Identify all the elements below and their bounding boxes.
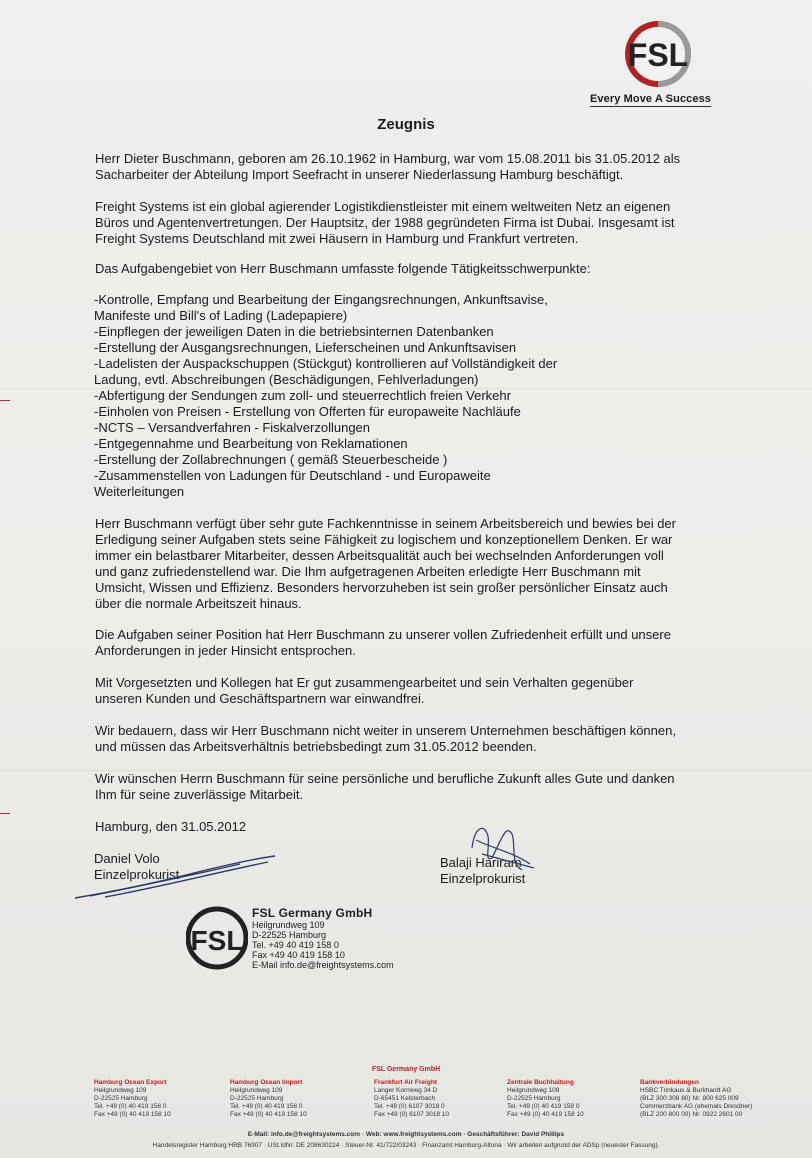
signatory-role: Einzelprokurist	[440, 871, 526, 886]
tasks-intro-text: Das Aufgabengebiet von Herr Buschmann umfasste folgende Tätigkeitsschwerpunkte:	[95, 261, 591, 276]
stamp-line: D-22525 Hamburg	[252, 930, 327, 940]
footer-line: Fax +49 (0) 40 419 158 10	[94, 1111, 171, 1118]
signatory-role: Einzelprokurist	[94, 867, 180, 882]
task-item: -Einpflegen der jeweiligen Daten in die betriebsinternen Datenbanken	[94, 324, 494, 339]
task-item: -Einholen von Preisen - Erstellung von Offerten für europaweite Nachläufe	[94, 404, 521, 419]
footer-line: (BLZ 300 308 80) Nr. 800 625 009	[640, 1095, 739, 1102]
task-item: -Erstellung der Zollabrechnungen ( gemäß Steuerbescheide )	[94, 452, 448, 467]
footer-column	[230, 1079, 307, 1119]
footer-line: Heilgrundweg 109	[94, 1087, 147, 1094]
stamp-logo	[186, 905, 248, 971]
fsl-logo	[622, 18, 694, 90]
satisfaction-paragraph	[95, 627, 735, 659]
stamp-line: Fax +49 40 419 158 10	[252, 950, 345, 960]
stamp-line: E-Mail info.de@freightsystems.com	[252, 960, 394, 970]
footer-line: Tel. +49 (0) 6107 3018 0	[374, 1103, 445, 1110]
fold-mark	[0, 400, 10, 401]
conduct-paragraph	[95, 675, 735, 707]
task-item: -NCTS – Versandverfahren - Fiskalverzollungen	[94, 420, 371, 435]
footer-contact-line: E-Mail: info.de@freightsystems.com · Web: www.freightsystems.com · Geschäftsführer: David Phillips	[247, 1131, 565, 1138]
footer-line: Heilgrundweg 109	[507, 1087, 560, 1094]
task-item: -Erstellung der Ausgangsrechnungen, Lieferscheinen und Ankunftsavisen	[94, 340, 517, 355]
assessment-paragraph	[95, 516, 735, 612]
task-item: -Kontrolle, Empfang und Bearbeitung der Eingangsrechnungen, Ankunftsavise, Manifeste und Bill's of Lading (Ladepapiere)	[94, 292, 548, 323]
stamp-company-name: FSL Germany GmbH	[252, 906, 373, 920]
satisfaction-text: Die Aufgaben seiner Position hat Herr Buschmann zu unserer vollen Zufriedenheit erfüllt und unsere Anforderungen in jeder Hinsicht entsprochen.	[95, 627, 671, 658]
footer-line: Tel. +49 (0) 40 419 158 0	[230, 1103, 303, 1110]
footer-column	[94, 1079, 171, 1119]
stamp-logo-text: FSL	[190, 925, 244, 956]
stamp-line: Heilgrundweg 109	[252, 920, 325, 930]
footer-line: D-65451 Kelsterbach	[374, 1095, 436, 1102]
intro-text: Herr Dieter Buschmann, geboren am 26.10.1962 in Hamburg, war vom 15.08.2011 bis 31.05.2012 als Sacharbeiter der Abteilung Import Seefracht in unserer Niederlassung Hamburg beschäftigt.	[95, 151, 681, 182]
handwritten-signature-right	[462, 818, 542, 878]
footer-column	[507, 1079, 584, 1119]
footer-register-line: Handelsregister Hamburg HRB 76907 · USt.IdNr. DE 208630224 · Steuer-Nr. 41/722/03243 · Finanzamt Hamburg-Altona · Wir arbeiten aufgrund der ADSp (neuester Fassung).	[152, 1142, 660, 1149]
task-item: -Zusammenstellen von Ladungen für Deutschland - und Europaweite Weiterleitungen	[94, 468, 491, 499]
footer-line: Tel. +49 (0) 40 419 158 0	[507, 1103, 580, 1110]
footer-column-heading: Hamburg Ocean Export	[94, 1079, 167, 1086]
footer-column	[640, 1079, 752, 1119]
signatory-name: Daniel Volo	[94, 851, 160, 866]
closing-paragraph	[95, 771, 735, 803]
task-item: -Entgegennahme und Bearbeitung von Reklamationen	[94, 436, 408, 451]
footer-line: D-22525 Hamburg	[230, 1095, 284, 1102]
conduct-text: Mit Vorgesetzten und Kollegen hat Er gut zusammengearbeitet und sein Verhalten gegenüber unseren Kunden und Geschäftspartnern war einwandfrei.	[95, 675, 634, 706]
company-stamp	[252, 906, 394, 970]
footer-line: D-22525 Hamburg	[507, 1095, 561, 1102]
footer-column-heading: Bankverbindungen	[640, 1079, 699, 1086]
fsl-logo-text: FSL	[627, 37, 689, 73]
footer-line: Tel. +49 (0) 40 419 158 0	[94, 1103, 167, 1110]
company-paragraph	[95, 199, 735, 247]
footer-line: Fax +49 (0) 6107 3018 10	[374, 1111, 449, 1118]
signatory-name: Balaji Hariram	[440, 855, 522, 870]
termination-text: Wir bedauern, dass wir Herr Buschmann nicht weiter in unserem Unternehmen beschäftigen können, und müssen das Arbeitsverhältnis betriebsbedingt zum 31.05.2012 beenden.	[95, 723, 676, 754]
footer-column-heading: Zentrale Buchhaltung	[507, 1079, 574, 1086]
termination-paragraph	[95, 723, 735, 755]
footer-line: Langer Kornweg 34 D	[374, 1087, 438, 1094]
handwritten-signature-left	[70, 852, 280, 904]
fold-mark	[0, 813, 10, 814]
footer-line: Heilgrundweg 109	[230, 1087, 283, 1094]
task-item: -Abfertigung der Sendungen zum zoll- und steuerrechtlich freien Verkehr	[94, 388, 511, 403]
place-date: Hamburg, den 31.05.2012	[95, 819, 247, 834]
footer-line: D-22525 Hamburg	[94, 1095, 148, 1102]
footer-column-heading: Frankfurt Air Freight	[374, 1079, 437, 1086]
assessment-text: Herr Buschmann verfügt über sehr gute Fachkenntnisse in seinem Arbeitsbereich und bewies bei der Erledigung seiner Aufgaben stets seine Fähigkeit zu logischem und konzeptionellem Denken. Er war immer ein belastbarer Mitarbeiter, dessen Arbeitsqualität auch bei wechselnden Anforderungen voll und ganz zufriedenstellend war. Die Ihm aufgetragenen Arbeiten erledigte Herr Buschmann mit Umsicht, Wissen und Effizienz. Besonders hervorzuheben ist sein großer persönlicher Einsatz auch über die normale Arbeitszeit hinaus.	[95, 516, 676, 611]
footer-column-heading: Hamburg Ocean Import	[230, 1079, 303, 1086]
task-item: -Ladelisten der Auspackschuppen (Stückgut) kontrollieren auf Vollständigkeit der Ladung, evtl. Abschreibungen (Beschädigungen, Fehlverladungen)	[94, 356, 558, 387]
intro-paragraph	[95, 151, 735, 183]
footer-column	[374, 1079, 449, 1119]
footer-line: Fax +49 (0) 40 419 158 10	[507, 1111, 584, 1118]
task-list	[94, 292, 714, 500]
stamp-line: Tel. +49 40 419 158 0	[252, 940, 339, 950]
company-tagline: Every Move A Success	[590, 93, 712, 105]
document-title: Zeugnis	[377, 116, 435, 133]
footer-line: HSBC Trinkaus & Burkhardt AG	[640, 1087, 732, 1094]
footer-company: FSL Germany GmbH	[371, 1066, 441, 1073]
footer-line: (BLZ 200 800 00) Nr. 0922 2601 00	[640, 1111, 743, 1118]
closing-text: Wir wünschen Herrn Buschmann für seine persönliche und berufliche Zukunft alles Gute und danken Ihm für seine zuverlässige Mitarbeit.	[95, 771, 675, 802]
company-text: Freight Systems ist ein global agierender Logistikdienstleister mit einem weltweiten Netz an eigenen Büros und Agentenvertretungen. Der Hauptsitz, der 1988 gegründeten Firma ist Dubai. Insgesamt ist Freight Systems Deutschland mit zwei Häusern in Hamburg und Frankfurt vertreten.	[95, 199, 675, 246]
tasks-intro-paragraph	[95, 261, 735, 277]
footer-line: Commerzbank AG (ehemals Dresdner)	[640, 1103, 753, 1110]
footer-line: Fax +49 (0) 40 419 158 10	[230, 1111, 307, 1118]
